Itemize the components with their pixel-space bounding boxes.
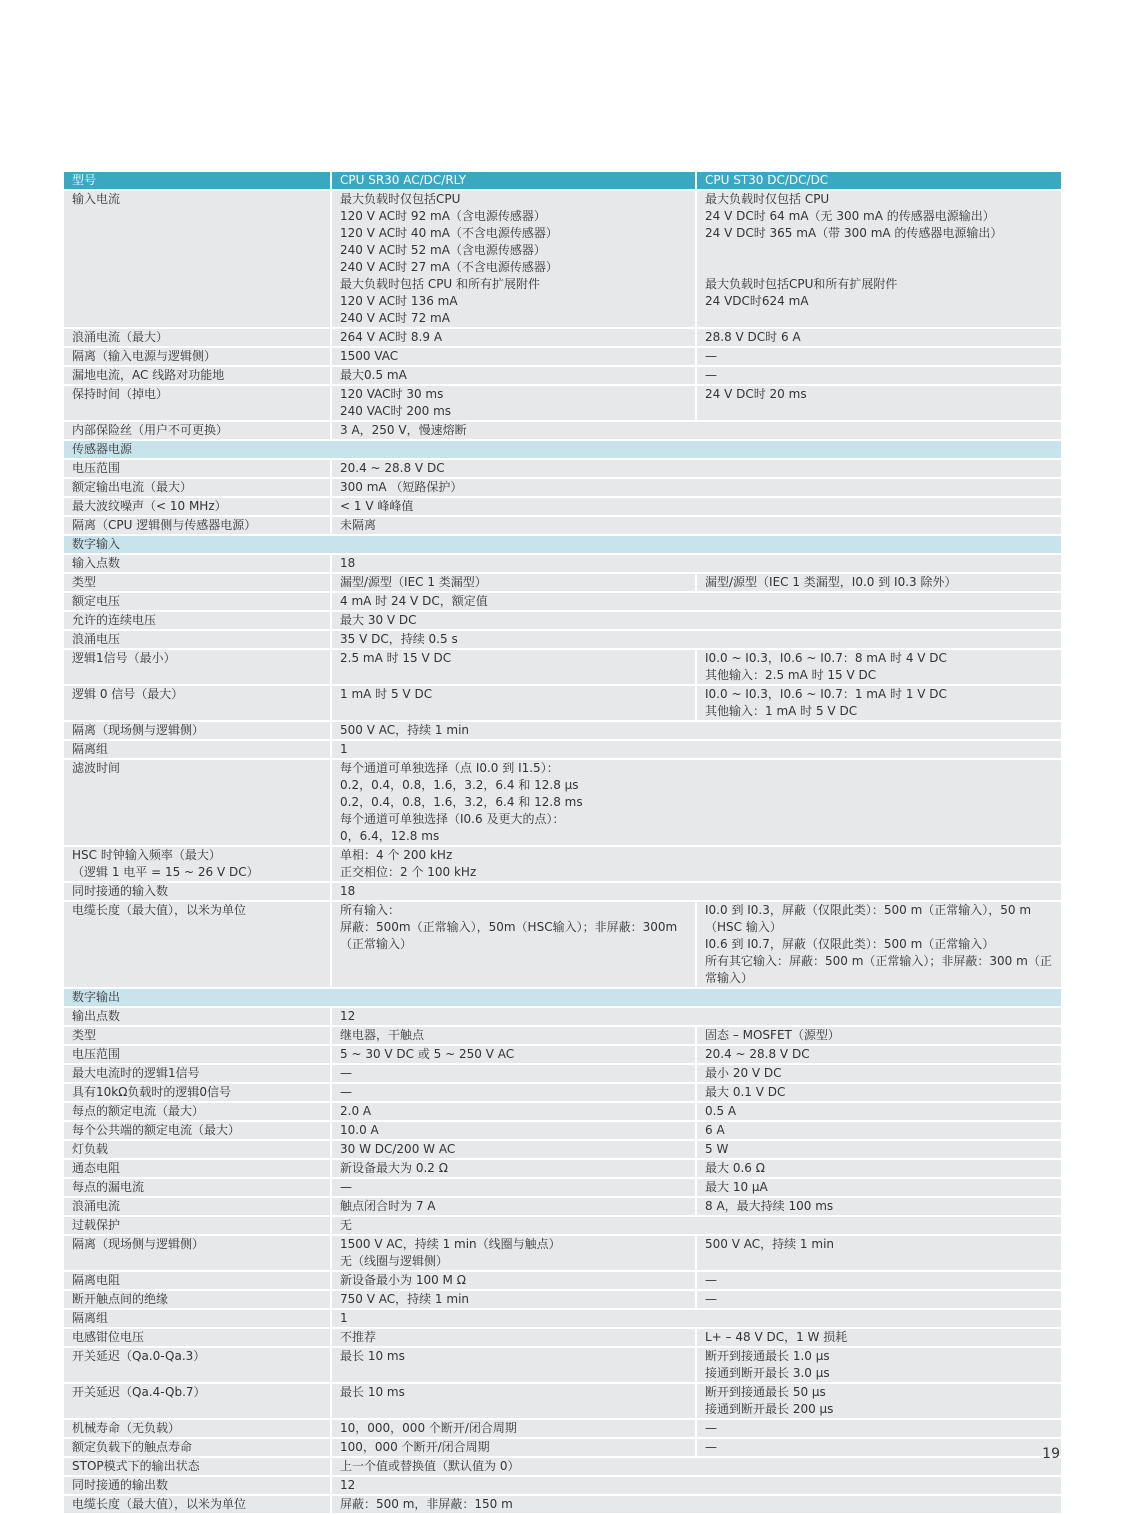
- row-value-shared: 12: [332, 1477, 1061, 1494]
- row-value-st30: I0.0 ~ I0.3，I0.6 ~ I0.7：1 mA 时 1 V DC 其他输入：1 mA 时 5 V DC: [697, 686, 1061, 720]
- row-value-shared: 300 mA （短路保护）: [332, 479, 1061, 496]
- section-title: 传感器电源: [64, 441, 1061, 458]
- table-row: [64, 1141, 1061, 1158]
- row-label: 电压范围: [64, 1046, 332, 1063]
- table-row: [64, 498, 1061, 515]
- row-label: 额定负载下的触点寿命: [64, 1439, 332, 1456]
- row-value-sr30: —: [332, 1084, 697, 1101]
- spec-table-container: [64, 172, 1061, 1515]
- row-label: 浪涌电流（最大）: [64, 329, 332, 346]
- row-value-st30: I0.0 到 I0.3，屏蔽（仅限此类）：500 m（正常输入），50 m（HSC 输入） I0.6 到 I0.7，屏蔽（仅限此类）：500 m（正常输入） 所有其它输入：屏蔽：500 m（正常输入）；非屏蔽：300 m（正常输入）: [697, 902, 1061, 987]
- table-row: [64, 1496, 1061, 1513]
- row-label: 开关延迟（Qa.0-Qa.3）: [64, 1348, 332, 1382]
- row-value-sr30: 最大负载时仅包括CPU 120 V AC时 92 mA（含电源传感器） 120 V AC时 40 mA（不含电源传感器） 240 V AC时 52 mA（含电源传感器） 240 V AC时 27 mA（不含电源传感器） 最大负载时包括 CPU 和所有扩展附件 120 V AC时 136 mA 240 V AC时 72 mA: [332, 191, 697, 327]
- row-label: 同时接通的输出数: [64, 1477, 332, 1494]
- row-value-shared: 500 V AC，持续 1 min: [332, 722, 1061, 739]
- table-row: [64, 1291, 1061, 1308]
- row-value-st30: 最大 0.6 Ω: [697, 1160, 1061, 1177]
- table-row: [64, 386, 1061, 420]
- row-label: 额定电压: [64, 593, 332, 610]
- row-label: 类型: [64, 574, 332, 591]
- row-value-sr30: 5 ~ 30 V DC 或 5 ~ 250 V AC: [332, 1046, 697, 1063]
- table-row: [64, 686, 1061, 720]
- row-value-shared: 35 V DC，持续 0.5 s: [332, 631, 1061, 648]
- row-value-sr30: 750 V AC，持续 1 min: [332, 1291, 697, 1308]
- row-value-st30: 最大 0.1 V DC: [697, 1084, 1061, 1101]
- row-label: 隔离组: [64, 1310, 332, 1327]
- table-row: [64, 1477, 1061, 1494]
- table-row: [64, 191, 1061, 327]
- row-value-st30: 固态 – MOSFET（源型）: [697, 1027, 1061, 1044]
- row-value-shared: 未隔离: [332, 517, 1061, 534]
- row-label: 输出点数: [64, 1008, 332, 1025]
- table-row: [64, 329, 1061, 346]
- page-number: 19: [1042, 1446, 1060, 1462]
- row-value-st30: —: [697, 367, 1061, 384]
- header-st30: CPU ST30 DC/DC/DC: [697, 172, 1061, 189]
- row-value-shared: 20.4 ~ 28.8 V DC: [332, 460, 1061, 477]
- row-value-sr30: 所有输入： 屏蔽：500m（正常输入），50m（HSC输入）；非屏蔽：300m（正常输入）: [332, 902, 697, 987]
- row-value-st30: 6 A: [697, 1122, 1061, 1139]
- table-row: [64, 1122, 1061, 1139]
- row-value-st30: 24 V DC时 20 ms: [697, 386, 1061, 420]
- table-row: [64, 479, 1061, 496]
- row-value-sr30: 2.5 mA 时 15 V DC: [332, 650, 697, 684]
- row-value-sr30: 120 VAC时 30 ms 240 VAC时 200 ms: [332, 386, 697, 420]
- row-label: 每点的漏电流: [64, 1179, 332, 1196]
- table-row: [64, 1329, 1061, 1346]
- row-label: 灯负载: [64, 1141, 332, 1158]
- row-label: 保持时间（掉电）: [64, 386, 332, 420]
- table-row: [64, 1046, 1061, 1063]
- row-label: 最大电流时的逻辑1信号: [64, 1065, 332, 1082]
- row-label: STOP模式下的输出状态: [64, 1458, 332, 1475]
- row-value-sr30: 10.0 A: [332, 1122, 697, 1139]
- table-row: [64, 650, 1061, 684]
- row-value-st30: —: [697, 1420, 1061, 1437]
- row-value-st30: —: [697, 1272, 1061, 1289]
- table-row: [64, 1065, 1061, 1082]
- row-label: 隔离（CPU 逻辑侧与传感器电源）: [64, 517, 332, 534]
- row-value-sr30: 10，000，000 个断开/闭合周期: [332, 1420, 697, 1437]
- row-value-st30: I0.0 ~ I0.3，I0.6 ~ I0.7：8 mA 时 4 V DC 其他输入：2.5 mA 时 15 V DC: [697, 650, 1061, 684]
- row-value-sr30: 1500 VAC: [332, 348, 697, 365]
- row-label: 浪涌电压: [64, 631, 332, 648]
- row-value-shared: 1: [332, 1310, 1061, 1327]
- header-sr30: CPU SR30 AC/DC/RLY: [332, 172, 697, 189]
- row-label: 电压范围: [64, 460, 332, 477]
- row-value-sr30: 264 V AC时 8.9 A: [332, 329, 697, 346]
- row-value-shared: 无: [332, 1217, 1061, 1234]
- row-value-st30: —: [697, 1291, 1061, 1308]
- row-value-shared: < 1 V 峰峰值: [332, 498, 1061, 515]
- row-value-sr30: 2.0 A: [332, 1103, 697, 1120]
- row-value-shared: 18: [332, 555, 1061, 572]
- row-label: 通态电阻: [64, 1160, 332, 1177]
- table-row: [64, 1439, 1061, 1456]
- table-row: [64, 902, 1061, 987]
- row-value-st30: 5 W: [697, 1141, 1061, 1158]
- table-row: [64, 367, 1061, 384]
- row-value-st30: 最小 20 V DC: [697, 1065, 1061, 1082]
- section-header-row: [64, 989, 1061, 1006]
- row-label: 浪涌电流: [64, 1198, 332, 1215]
- row-label: 过载保护: [64, 1217, 332, 1234]
- row-value-st30: L+ – 48 V DC，1 W 损耗: [697, 1329, 1061, 1346]
- table-row: [64, 1348, 1061, 1382]
- table-row: [64, 1179, 1061, 1196]
- row-value-st30: —: [697, 348, 1061, 365]
- row-label: 允许的连续电压: [64, 612, 332, 629]
- row-label: 电缆长度（最大值），以米为单位: [64, 1496, 332, 1513]
- row-value-st30: 20.4 ~ 28.8 V DC: [697, 1046, 1061, 1063]
- spec-table-body: [64, 172, 1061, 1513]
- row-value-sr30: —: [332, 1065, 697, 1082]
- row-value-sr30: 30 W DC/200 W AC: [332, 1141, 697, 1158]
- row-value-st30: 最大负载时仅包括 CPU 24 V DC时 64 mA（无 300 mA 的传感器电源输出） 24 V DC时 365 mA（带 300 mA 的传感器电源输出） 最大负载时包括CPU和所有扩展附件 24 VDC时624 mA: [697, 191, 1061, 327]
- table-row: [64, 460, 1061, 477]
- row-value-st30: 8 A，最大持续 100 ms: [697, 1198, 1061, 1215]
- table-row: [64, 722, 1061, 739]
- table-row: [64, 1027, 1061, 1044]
- row-label: 隔离（现场侧与逻辑侧）: [64, 722, 332, 739]
- row-value-shared: 最大 30 V DC: [332, 612, 1061, 629]
- table-row: [64, 1217, 1061, 1234]
- table-row: [64, 1458, 1061, 1475]
- row-value-shared: 1: [332, 741, 1061, 758]
- row-value-sr30: 漏型/源型（IEC 1 类漏型）: [332, 574, 697, 591]
- row-value-shared: 4 mA 时 24 V DC，额定值: [332, 593, 1061, 610]
- row-value-st30: —: [697, 1439, 1061, 1456]
- row-label: 滤波时间: [64, 760, 332, 845]
- row-value-sr30: 最大0.5 mA: [332, 367, 697, 384]
- row-label: 每个公共端的额定电流（最大）: [64, 1122, 332, 1139]
- row-label: 额定输出电流（最大）: [64, 479, 332, 496]
- row-value-st30: 500 V AC，持续 1 min: [697, 1236, 1061, 1270]
- row-value-sr30: 新设备最大为 0.2 Ω: [332, 1160, 697, 1177]
- row-label: 机械寿命（无负载）: [64, 1420, 332, 1437]
- row-value-st30: 0.5 A: [697, 1103, 1061, 1120]
- row-label: 隔离组: [64, 741, 332, 758]
- table-row: [64, 517, 1061, 534]
- row-value-shared: 屏蔽：500 m，非屏蔽：150 m: [332, 1496, 1061, 1513]
- row-label: 同时接通的输入数: [64, 883, 332, 900]
- row-label: 隔离电阻: [64, 1272, 332, 1289]
- row-value-sr30: 不推荐: [332, 1329, 697, 1346]
- row-value-sr30: 最长 10 ms: [332, 1384, 697, 1418]
- table-row: [64, 574, 1061, 591]
- table-row: [64, 1236, 1061, 1270]
- row-value-shared: 每个通道可单独选择（点 I0.0 到 I1.5）： 0.2，0.4，0.8，1.6，3.2，6.4 和 12.8 μs 0.2，0.4，0.8，1.6，3.2，6.4 和 12.8 ms 每个通道可单独选择（I0.6 及更大的点）： 0，6.4，12.8 ms: [332, 760, 1061, 845]
- table-row: [64, 1160, 1061, 1177]
- row-value-sr30: 1500 V AC，持续 1 min（线圈与触点） 无（线圈与逻辑侧）: [332, 1236, 697, 1270]
- row-value-sr30: 触点闭合时为 7 A: [332, 1198, 697, 1215]
- row-label: 逻辑1信号（最小）: [64, 650, 332, 684]
- row-label: 输入点数: [64, 555, 332, 572]
- row-label: 隔离（现场侧与逻辑侧）: [64, 1236, 332, 1270]
- row-value-sr30: 最长 10 ms: [332, 1348, 697, 1382]
- table-row: [64, 883, 1061, 900]
- row-value-sr30: 新设备最小为 100 M Ω: [332, 1272, 697, 1289]
- section-header-row: [64, 536, 1061, 553]
- table-row: [64, 1384, 1061, 1418]
- row-label: 电缆长度（最大值），以米为单位: [64, 902, 332, 987]
- row-value-st30: 断开到接通最长 50 μs 接通到断开最长 200 μs: [697, 1384, 1061, 1418]
- table-row: [64, 1103, 1061, 1120]
- table-row: [64, 1198, 1061, 1215]
- table-row: [64, 555, 1061, 572]
- table-row: [64, 1008, 1061, 1025]
- row-value-st30: 28.8 V DC时 6 A: [697, 329, 1061, 346]
- row-label: 类型: [64, 1027, 332, 1044]
- table-row: [64, 1420, 1061, 1437]
- row-value-sr30: 1 mA 时 5 V DC: [332, 686, 697, 720]
- row-label: 隔离（输入电源与逻辑侧）: [64, 348, 332, 365]
- table-row: [64, 593, 1061, 610]
- table-row: [64, 348, 1061, 365]
- row-value-sr30: 100，000 个断开/闭合周期: [332, 1439, 697, 1456]
- row-label: 最大波纹噪声（< 10 MHz）: [64, 498, 332, 515]
- table-row: [64, 422, 1061, 439]
- row-value-sr30: 继电器，干触点: [332, 1027, 697, 1044]
- spec-table: [64, 170, 1061, 1515]
- row-value-shared: 12: [332, 1008, 1061, 1025]
- table-row: [64, 1084, 1061, 1101]
- row-label: 输入电流: [64, 191, 332, 327]
- row-label: 内部保险丝（用户不可更换）: [64, 422, 332, 439]
- header-model-label: 型号: [64, 172, 332, 189]
- section-header-row: [64, 441, 1061, 458]
- row-value-shared: 单相：4 个 200 kHz 正交相位：2 个 100 kHz: [332, 847, 1061, 881]
- row-label: 每点的额定电流（最大）: [64, 1103, 332, 1120]
- table-row: [64, 612, 1061, 629]
- row-label: 具有10kΩ负载时的逻辑0信号: [64, 1084, 332, 1101]
- section-title: 数字输入: [64, 536, 1061, 553]
- table-header-row: [64, 172, 1061, 189]
- row-label: 漏地电流，AC 线路对功能地: [64, 367, 332, 384]
- row-value-st30: 漏型/源型（IEC 1 类漏型，I0.0 到 I0.3 除外）: [697, 574, 1061, 591]
- section-title: 数字输出: [64, 989, 1061, 1006]
- table-row: [64, 631, 1061, 648]
- row-value-shared: 18: [332, 883, 1061, 900]
- row-value-shared: 3 A，250 V，慢速熔断: [332, 422, 1061, 439]
- row-value-shared: 上一个值或替换值（默认值为 0）: [332, 1458, 1061, 1475]
- table-row: [64, 760, 1061, 845]
- row-label: 开关延迟（Qa.4-Qb.7）: [64, 1384, 332, 1418]
- row-label: 电感钳位电压: [64, 1329, 332, 1346]
- table-row: [64, 847, 1061, 881]
- row-label: 逻辑 0 信号（最大）: [64, 686, 332, 720]
- row-value-sr30: —: [332, 1179, 697, 1196]
- table-row: [64, 1310, 1061, 1327]
- row-label: HSC 时钟输入频率（最大） （逻辑 1 电平 = 15 ~ 26 V DC）: [64, 847, 332, 881]
- table-row: [64, 1272, 1061, 1289]
- row-label: 断开触点间的绝缘: [64, 1291, 332, 1308]
- table-row: [64, 741, 1061, 758]
- row-value-st30: 最大 10 μA: [697, 1179, 1061, 1196]
- row-value-st30: 断开到接通最长 1.0 μs 接通到断开最长 3.0 μs: [697, 1348, 1061, 1382]
